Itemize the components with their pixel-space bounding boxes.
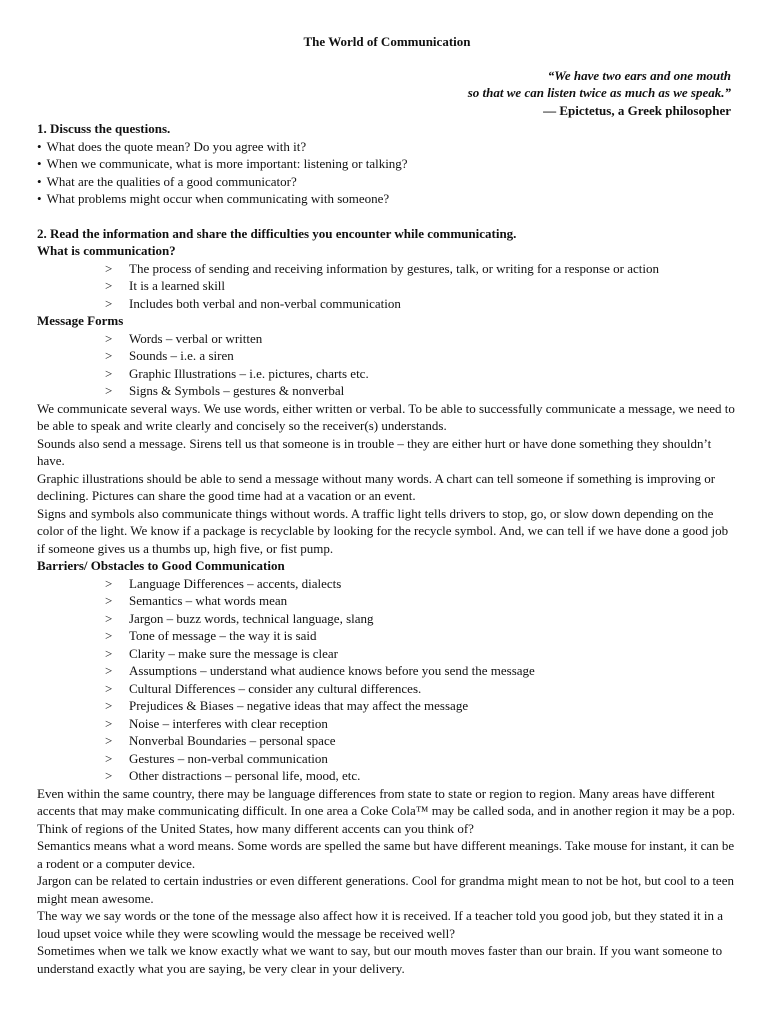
list-item: > Words – verbal or written [105, 330, 737, 348]
list-item: > The process of sending and receiving information by gestures, talk, or writing for a response or action [105, 260, 737, 278]
list-item: > Other distractions – personal life, mood, etc. [105, 767, 737, 785]
paragraph: Sometimes when we talk we know exactly what we want to say, but our mouth moves faster than our brain. If you want someone to understand exactly what you are saying, be very clear in your delivery. [37, 943, 723, 976]
section-1-heading: 1. Discuss the questions. [37, 121, 171, 136]
paragraph: Graphic illustrations should be able to send a message without many words. A chart can tell someone if something is improving or declining. Pictures can share the good time had at a vacation or an event. [37, 470, 716, 503]
epigraph [37, 67, 737, 120]
discussion-questions [37, 138, 737, 208]
paragraph: Sounds also send a message. Sirens tell us that someone is in trouble – they are either hurt or have done something they shouldn’t have. [37, 435, 712, 468]
list-item: > Signs & Symbols – gestures & nonverbal [105, 382, 737, 400]
list-item: > Nonverbal Boundaries – personal space [105, 732, 737, 750]
paragraph: Signs and symbols also communicate things without words. A traffic light tells drivers to stop, go, or slow down depending on the color of the light. We know if a package is recyclable by looking for the recycle symbol. And, we can tell if we have done a good job if someone gives us a thumbs up, high five, or fist pump. [37, 505, 729, 556]
paragraph: The way we say words or the tone of the message also affect how it is received. If a teacher told you good job, but they stated it in a loud upset voice while they were scowling would the message be received well? [37, 908, 724, 941]
paragraph: Semantics means what a word means. Some words are spelled the same but have different meanings. Take mouse for instant, it can be a rodent or a computer device. [37, 838, 735, 871]
quote-line-2: so that we can listen twice as much as we speak.” [467, 85, 731, 100]
barriers-list [37, 575, 737, 785]
paragraph: Even within the same country, there may be language differences from state to state or region to region. Many areas have different accents that may make communicating difficult. In one area a Coke Cola™ may be called soda, and in another region it may be a pop. Think of regions of the United States, how many different accents can you think of? [37, 785, 736, 836]
list-item: > Language Differences – accents, dialects [105, 575, 737, 593]
question-item: • What problems might occur when communicating with someone? [37, 190, 737, 208]
list-item: > Jargon – buzz words, technical language, slang [105, 610, 737, 628]
message-forms-heading: Message Forms [37, 313, 124, 328]
list-item: > Noise – interferes with clear reception [105, 715, 737, 733]
list-item: > Includes both verbal and non-verbal communication [105, 295, 737, 313]
what-is-communication-list [37, 260, 737, 313]
question-item: • When we communicate, what is more important: listening or talking? [37, 155, 737, 173]
list-item: > Cultural Differences – consider any cultural differences. [105, 680, 737, 698]
paragraph: Jargon can be related to certain industries or even different generations. Cool for grandma might mean to not be hot, but cool to a teen might mean awesome. [37, 873, 734, 906]
quote-attribution: — Epictetus, a Greek philosopher [543, 102, 731, 118]
document-page [37, 33, 737, 977]
list-item: > Gestures – non-verbal communication [105, 750, 737, 768]
barriers-heading: Barriers/ Obstacles to Good Communication [37, 558, 285, 573]
list-item: > Graphic Illustrations – i.e. pictures, charts etc. [105, 365, 737, 383]
list-item: > It is a learned skill [105, 277, 737, 295]
spacer [37, 208, 737, 225]
section-2-heading: 2. Read the information and share the difficulties you encounter while communicating. [37, 225, 517, 241]
list-item: > Prejudices & Biases – negative ideas that may affect the message [105, 697, 737, 715]
list-item: > Semantics – what words mean [105, 592, 737, 610]
question-item: • What are the qualities of a good communicator? [37, 173, 737, 191]
what-is-communication-heading: What is communication? [37, 243, 176, 258]
list-item: > Sounds – i.e. a siren [105, 347, 737, 365]
paragraph: We communicate several ways. We use words, either written or verbal. To be able to successfully communicate a message, we need to be able to speak and write clearly and concisely so the receiver(s) understands. [37, 400, 735, 433]
page-title: The World of Communication [303, 34, 471, 49]
list-item: > Clarity – make sure the message is clear [105, 645, 737, 663]
list-item: > Tone of message – the way it is said [105, 627, 737, 645]
quote-line-1: “We have two ears and one mouth [547, 67, 731, 83]
list-item: > Assumptions – understand what audience knows before you send the message [105, 662, 737, 680]
message-forms-list [37, 330, 737, 400]
question-item: • What does the quote mean? Do you agree with it? [37, 138, 737, 156]
